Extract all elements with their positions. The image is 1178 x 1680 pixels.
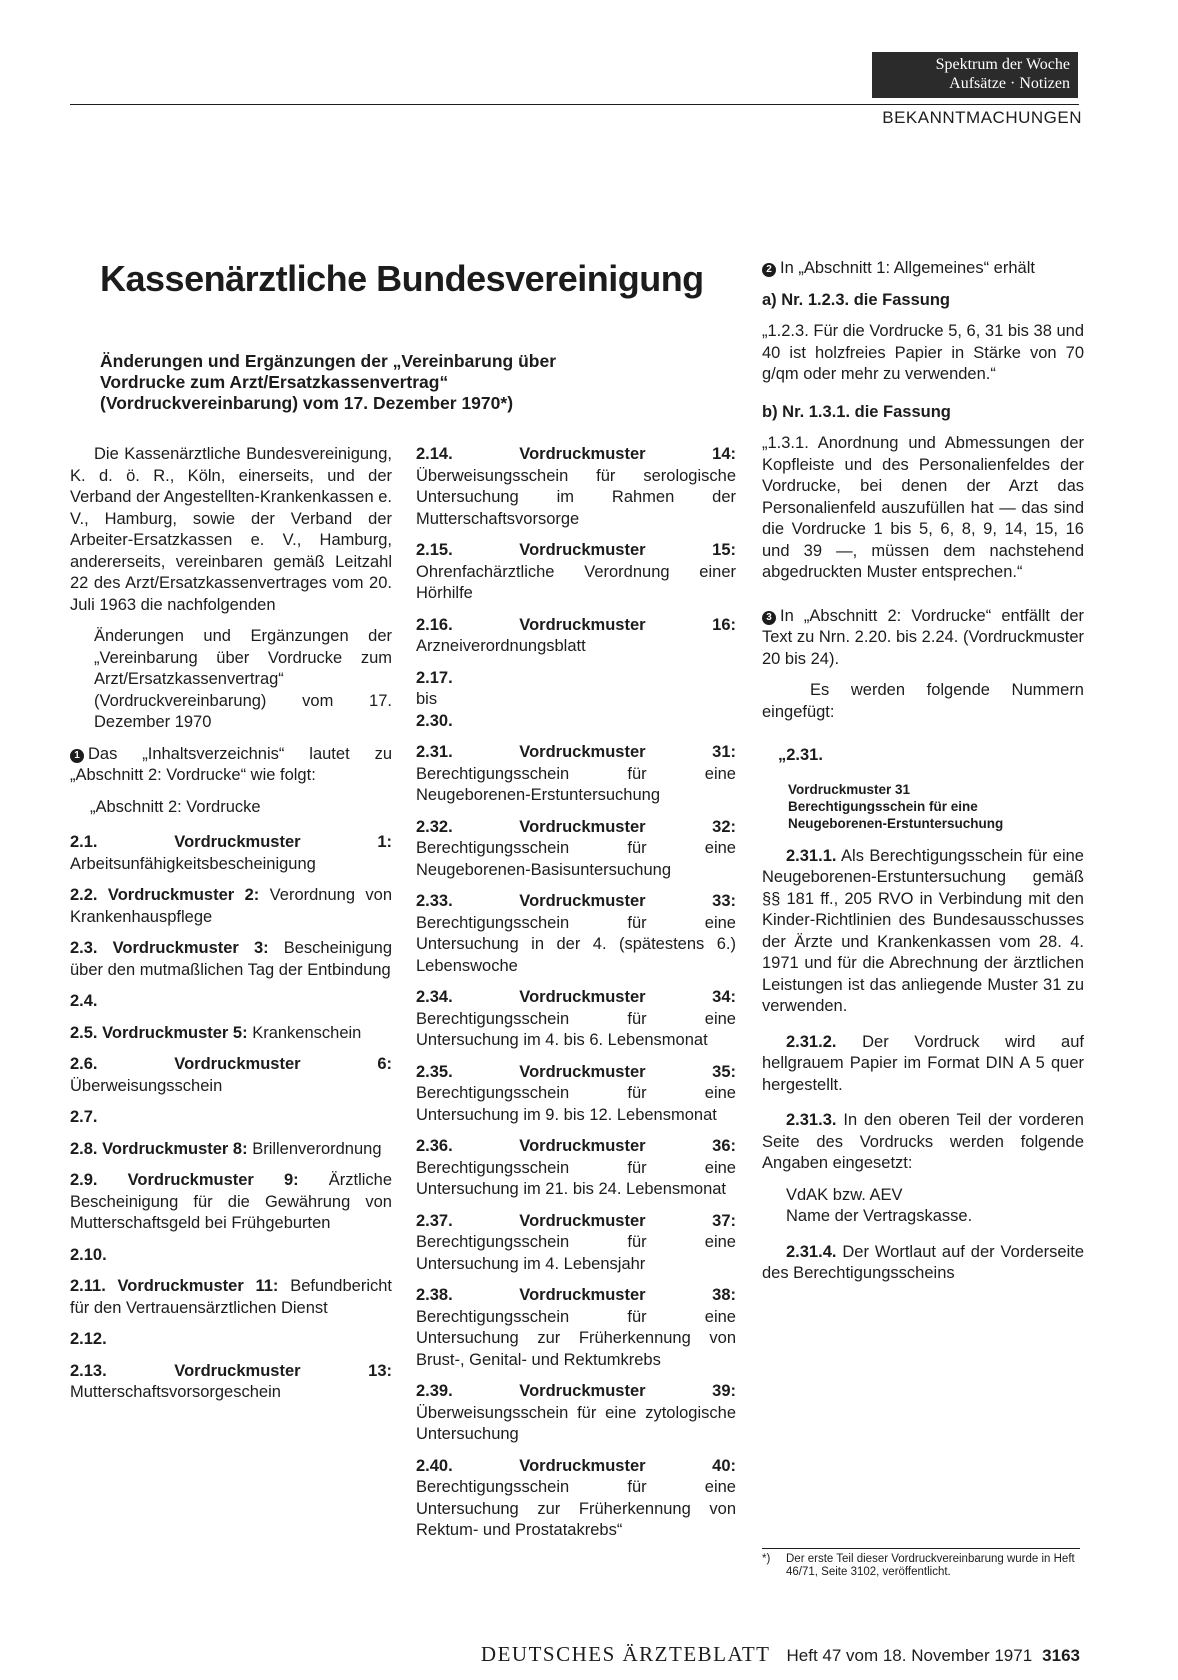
item-number: 2.39. Vordruckmuster 39: (416, 1382, 736, 1400)
section-heading: „Abschnitt 2: Vordrucke (90, 797, 261, 816)
contents-item (70, 1361, 392, 1404)
item-number: 2.14. Vordruckmuster 14: (416, 445, 736, 463)
item-number: 2.17. (416, 668, 453, 687)
item-text: Mutterschaftsvorsorgeschein (70, 1383, 281, 1401)
item-number: 2.2. Vordruckmuster 2: (70, 886, 260, 904)
range-end: 2.30. (416, 711, 453, 730)
item-number: 2.13. Vordruckmuster 13: (70, 1361, 392, 1380)
contents-item (416, 668, 736, 690)
item-text: Befundbericht für den Vertrauensärztlichen Dienst (70, 1277, 393, 1317)
contents-item (416, 540, 736, 605)
issue-info: Heft 47 vom 18. November 1971 (786, 1646, 1033, 1665)
contents-item (416, 987, 736, 1052)
item-number: 2.10. (70, 1245, 107, 1264)
new-section-number: „2.31. (778, 746, 823, 764)
contents-item (416, 1211, 736, 1276)
item-number: 2.32. Vordruckmuster 32: (416, 817, 736, 836)
item-text: Berechtigungsschein für eine Neugeborenen-Erstuntersuchung (416, 764, 736, 804)
contents-item (416, 1285, 736, 1371)
new-title-line-1: Vordruckmuster 31 (788, 781, 911, 797)
contents-item (70, 1170, 392, 1235)
article-subtitle (100, 351, 710, 414)
subtitle-line-3: (Vordruckvereinbarung) vom 17. Dezember 1970*) (100, 393, 514, 413)
footnote-text: Der erste Teil dieser Vordruckvereinbarung wurde in Heft 46/71, Seite 3102, veröffentlicht. (786, 1553, 1075, 1578)
contents-list (70, 832, 392, 1404)
item-number: 2.4. (70, 992, 98, 1010)
item-number: 2.12. (70, 1330, 107, 1348)
subtitle-line-2: Vordrucke zum Arzt/Ersatzkassenvertrag“ (100, 372, 449, 392)
details-line-1: VdAK bzw. AEV (786, 1185, 903, 1204)
paragraph-2-31-4: 2.31.4. Der Wortlaut auf der Vorderseite des Berechtigungsscheins (762, 1242, 1084, 1282)
page-number: 3163 (1042, 1646, 1080, 1665)
item-number: 2.11. Vordruckmuster 11: (70, 1277, 279, 1295)
numbered-bullet-icon: 2 (762, 263, 776, 277)
quote-paragraph: Änderungen und Ergänzungen der „Vereinbarung über Vordrucke zum Arzt/Ersatzkassenvertrag“ (Vordruckvereinbarung) vom 17. Dezember 1970 (94, 627, 392, 731)
point-3-text: In „Abschnitt 2: Vordrucke“ entfällt der Text zu Nrn. 2.20. bis 2.24. (Vordruckmuster 20 bis 24). (762, 606, 1084, 668)
item-number: 2.1. Vordruckmuster 1: (70, 833, 392, 851)
item-text: Überweisungsschein (70, 1076, 223, 1095)
column-3 (762, 258, 1084, 1295)
item-text: Berechtigungsschein für eine Untersuchung im 21. bis 24. Lebensmonat (416, 1158, 736, 1198)
paragraph-2-31-1: 2.31.1. Als Berechtigungsschein für eine Neugeborenen-Erstuntersuchung gemäß §§ 181 ff., 205 RVO in Verbindung mit den Kinder-Richtlinien des Bundesausschusses der Ärzte und Krankenkassen vom 28. 4. 1971 und für die Abrechnung der ärztlichen Leistungen ist das anliegende Muster 31 zu verwenden. (762, 846, 1084, 1015)
contents-item (70, 1107, 392, 1129)
item-number: 2.9. Vordruckmuster 9: (70, 1171, 299, 1189)
range-bis: bis (416, 690, 438, 708)
point-1 (70, 744, 392, 787)
header-rule (70, 104, 1079, 105)
item-text: Ärztliche Bescheinigung für die Gewährung von Mutterschaftsgeld bei Frühgeburten (70, 1171, 393, 1232)
point-1-text: Das „Inhaltsverzeichnis“ lautet zu „Abschnitt 2: Vordrucke“ wie folgt: (70, 744, 392, 784)
item-number: 2.36. Vordruckmuster 36: (416, 1137, 736, 1155)
item-number: 2.6. Vordruckmuster 6: (70, 1055, 392, 1073)
item-text: Krankenschein (252, 1023, 362, 1042)
contents-item (70, 938, 392, 981)
details-list (762, 1185, 1084, 1228)
contents-list (416, 444, 736, 1542)
item-text: Überweisungsschein für serologische Untersuchung im Rahmen der Mutterschaftsvorsorge (416, 466, 736, 528)
page-footer (0, 1642, 1080, 1667)
badge-line-1: Spektrum der Woche (935, 56, 1070, 73)
item-number: 2.34. Vordruckmuster 34: (416, 988, 736, 1006)
contents-item (70, 1054, 392, 1097)
item-text: Berechtigungsschein für eine Neugeborenen-Basisuntersuchung (416, 839, 736, 879)
item-number: 2.16. Vordruckmuster 16: (416, 615, 736, 634)
point-3 (762, 606, 1084, 671)
footnote-mark: *) (762, 1553, 771, 1565)
point-2-text: In „Abschnitt 1: Allgemeines“ erhält (780, 259, 1035, 277)
amendment-b-text: „1.3.1. Anordnung und Abmessungen der Kopfleiste und des Personalienfeldes der Vordrucke, bei denen der Arzt das Personalienfeld auszufüllen hat — das sind die Vordrucke 1 bis 5, 6, 8, 9, 14, 15, 16 und 39 —, müssen dem nachstehend abgedruckten Muster entsprechen.“ (762, 434, 1084, 581)
contents-item (416, 742, 736, 807)
item-text: Bescheinigung über den mutmaßlichen Tag der Entbindung (70, 939, 392, 979)
item-number: 2.8. Vordruckmuster 8: (70, 1139, 248, 1158)
item-text: Überweisungsschein für eine zytologische Untersuchung (416, 1403, 736, 1443)
item-text: Verordnung von Krankenhauspflege (70, 886, 393, 926)
new-section-title (762, 781, 1084, 832)
item-number: 2.35. Vordruckmuster 35: (416, 1062, 736, 1081)
item-number: 2.5. Vordruckmuster 5: (70, 1023, 248, 1042)
amendment-a-heading: a) Nr. 1.2.3. die Fassung (762, 290, 950, 309)
contents-item (70, 991, 392, 1013)
item-text: Berechtigungsschein für eine Untersuchung zur Früherkennung von Rektum- und Prostatakrebs“ (416, 1478, 736, 1539)
item-number: 2.15. Vordruckmuster 15: (416, 541, 736, 559)
item-text: Arzneiverordnungsblatt (416, 637, 586, 655)
point-2 (762, 258, 1084, 280)
contents-item (70, 885, 392, 928)
inserted-intro: Es werden folgende Nummern eingefügt: (762, 681, 1084, 721)
contents-item (416, 1136, 736, 1201)
contents-item (416, 615, 736, 658)
new-title-line-2: Berechtigungsschein für eine (788, 798, 978, 814)
item-number: 2.7. (70, 1108, 98, 1126)
item-text: Berechtigungsschein für eine Untersuchung im 4. Lebensjahr (416, 1233, 736, 1273)
contents-item (70, 1139, 392, 1161)
item-text: Berechtigungsschein für eine Untersuchung in der 4. (spätestens 6.) Lebenswoche (416, 913, 736, 975)
item-number: 2.38. Vordruckmuster 38: (416, 1286, 736, 1304)
column-1 (70, 444, 392, 1414)
numbered-bullet-icon: 1 (70, 749, 84, 763)
amendment-b-heading: b) Nr. 1.3.1. die Fassung (762, 402, 951, 421)
contents-item (70, 1023, 392, 1045)
details-line-2: Name der Vertragskasse. (786, 1207, 973, 1225)
item-text: Ohrenfachärztliche Verordnung einer Hörhilfe (416, 562, 736, 602)
item-text: Arbeitsunfähigkeitsbescheinigung (70, 854, 316, 873)
item-number: 2.31. Vordruckmuster 31: (416, 743, 736, 761)
footnote (762, 1548, 1080, 1579)
contents-item (416, 1062, 736, 1127)
article-title: Kassenärztliche Bundesvereinigung (100, 258, 704, 299)
item-text: Berechtigungsschein für eine Untersuchung im 4. bis 6. Lebensmonat (416, 1009, 736, 1049)
section-badge (872, 52, 1078, 98)
contents-item (416, 1381, 736, 1446)
amendment-a-text: „1.2.3. Für die Vordrucke 5, 6, 31 bis 38 und 40 ist holzfreies Papier in Stärke von 70 g/qm oder mehr zu verwenden.“ (762, 322, 1084, 383)
column-2 (416, 444, 736, 1552)
numbered-bullet-icon: 3 (762, 611, 776, 625)
item-text: Berechtigungsschein für eine Untersuchung im 9. bis 12. Lebensmonat (416, 1084, 736, 1124)
item-number: 2.33. Vordruckmuster 33: (416, 892, 736, 910)
contents-item (70, 1276, 392, 1319)
contents-item (416, 891, 736, 977)
paragraph-2-31-2: 2.31.2. Der Vordruck wird auf hellgrauem Papier im Format DIN A 5 quer hergestellt. (762, 1032, 1084, 1094)
contents-item (416, 444, 736, 530)
intro-paragraph: Die Kassenärztliche Bundesvereinigung, K. d. ö. R., Köln, einerseits, und der Verband der Angestellten-Krankenkassen e. V., Hamburg, sowie der Verband der Arbeiter-Ersatzkassen e. V., Hamburg, andererseits, vereinbaren gemäß Leitzahl 22 des Arzt/Ersatzkassenvertrages vom 20. Juli 1963 die nachfolgenden (70, 445, 392, 614)
item-number: 2.40. Vordruckmuster 40: (416, 1456, 736, 1475)
item-number: 2.3. Vordruckmuster 3: (70, 939, 269, 957)
contents-item (70, 1245, 392, 1267)
journal-masthead: DEUTSCHES ÄRZTEBLATT (480, 1642, 771, 1666)
contents-item (70, 832, 392, 875)
section-label: BEKANNTMACHUNGEN (882, 108, 1082, 127)
badge-line-2: Aufsätze · Notizen (949, 75, 1070, 92)
paragraph-2-31-3: 2.31.3. In den oberen Teil der vorderen Seite des Vordrucks werden folgende Angaben eingesetzt: (762, 1111, 1084, 1172)
new-title-line-3: Neugeborenen-Erstuntersuchung (788, 815, 1004, 831)
item-number: 2.37. Vordruckmuster 37: (416, 1211, 736, 1230)
subtitle-line-1: Änderungen und Ergänzungen der „Vereinbarung über (100, 351, 557, 371)
item-text: Berechtigungsschein für eine Untersuchung zur Früherkennung von Brust-, Genital- und Rektumkrebs (416, 1307, 736, 1369)
contents-item (416, 817, 736, 882)
contents-item (70, 1329, 392, 1351)
item-text: Brillenverordnung (252, 1139, 382, 1158)
contents-item (416, 1456, 736, 1542)
